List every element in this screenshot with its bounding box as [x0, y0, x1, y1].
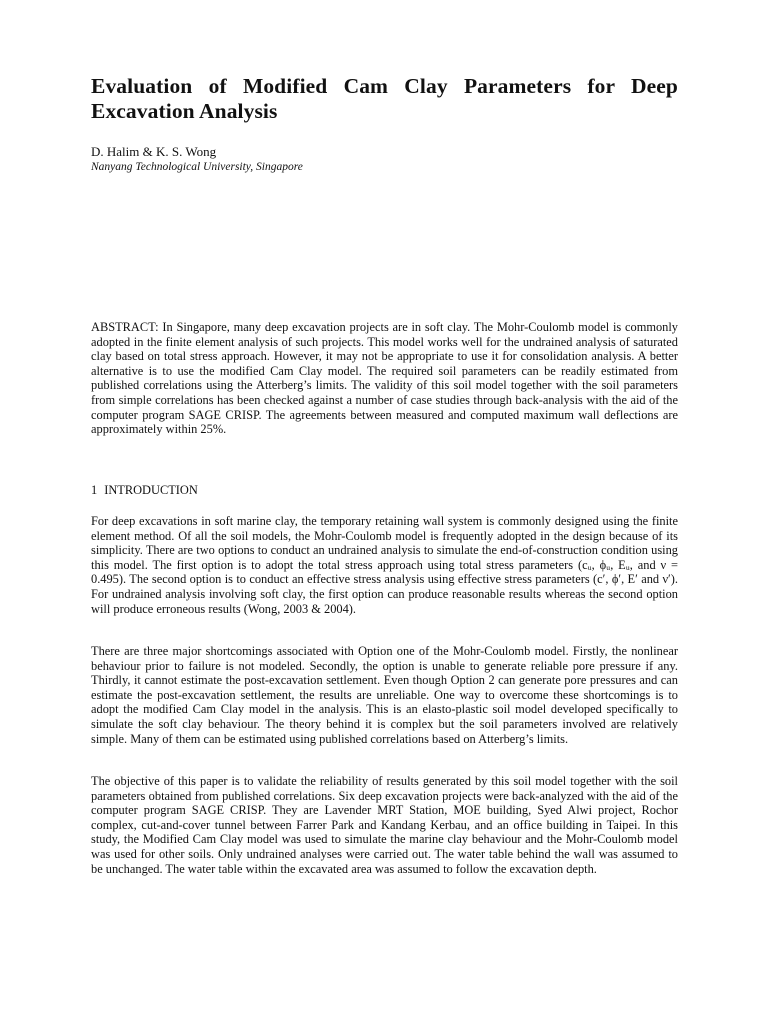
body-paragraph-3: The objective of this paper is to validate the reliability of results generated by this soil model together with the soil parameters obtained from published correlations. Six deep excavation projects were back-analyzed with the aid of the computer program SAGE CRISP. They are Lavender MRT Station, MOE building, Syed Alwi project, Rochor complex, cut-and-cover tunnel between Farrer Park and Kandang Kerbau, and an office building in Taipei. In this study, the Modified Cam Clay model was used to simulate the marine clay behaviour and the Mohr-Coulomb model was used for other soils. Only undrained analyses were carried out. The water table behind the wall was assumed to be unchanged. The water table within the excavated area was assumed to follow the excavation depth. [91, 774, 678, 876]
section-heading [91, 483, 198, 498]
author-affiliation: Nanyang Technological University, Singapore [91, 161, 303, 173]
paper-title: Evaluation of Modified Cam Clay Parameters for Deep Excavation Analysis [91, 74, 678, 123]
section-number: 1 [91, 483, 98, 497]
body-paragraph-1: For deep excavations in soft marine clay, the temporary retaining wall system is commonly designed using the finite element method. Of all the soil models, the Mohr-Coulomb model is frequently adopted in the design because of its simplicity. There are two options to conduct an undrained analysis to simulate the end-of-construction condition using this model. The first option is to adopt the total stress approach using total stress parameters (cᵤ, ϕᵤ, Eᵤ, and ν = 0.495). The second option is to conduct an effective stress analysis using effective stress parameters (c′, ϕ′, E′ and ν′). For undrained analysis involving soft clay, the first option can produce reasonable results whereas the second option will produce erroneous results (Wong, 2003 & 2004). [91, 514, 678, 616]
author-names: D. Halim & K. S. Wong [91, 144, 217, 159]
body-paragraph-2: There are three major shortcomings associated with Option one of the Mohr-Coulomb model. Firstly, the nonlinear behaviour prior to failure is not modeled. Secondly, the option is unable to generate reliable pore pressure if any. Thirdly, it cannot estimate the post-excavation settlement. Even though Option 2 can generate pore pressures and can estimate the post-excavation settlement, the results are unreliable. One way to overcome these shortcomings is to adopt the modified Cam Clay model in the analysis. This is an elasto-plastic soil model developed specifically to simulate the soft clay behaviour. The theory behind it is complex but the soil parameters involved are relatively simple. Many of them can be estimated using published correlations based on Atterberg’s limits. [91, 644, 678, 746]
abstract: ABSTRACT: In Singapore, many deep excavation projects are in soft clay. The Mohr-Coulomb model is commonly adopted in the finite element analysis of such projects. This model works well for the undrained analysis of saturated clay based on total stress approach. However, it may not be appropriate to use it for consolidation analysis. A better alternative is to use the modified Cam Clay model. The required soil parameters can be readily estimated from published correlations using the Atterberg’s limits. The validity of this soil model together with the soil parameters from simple correlations has been checked against a number of case studies through back-analysis with the aid of the computer program SAGE CRISP. The agreements between measured and computed maximum wall deflections are approximately within 25%. [91, 320, 678, 437]
section-title: INTRODUCTION [104, 483, 198, 497]
